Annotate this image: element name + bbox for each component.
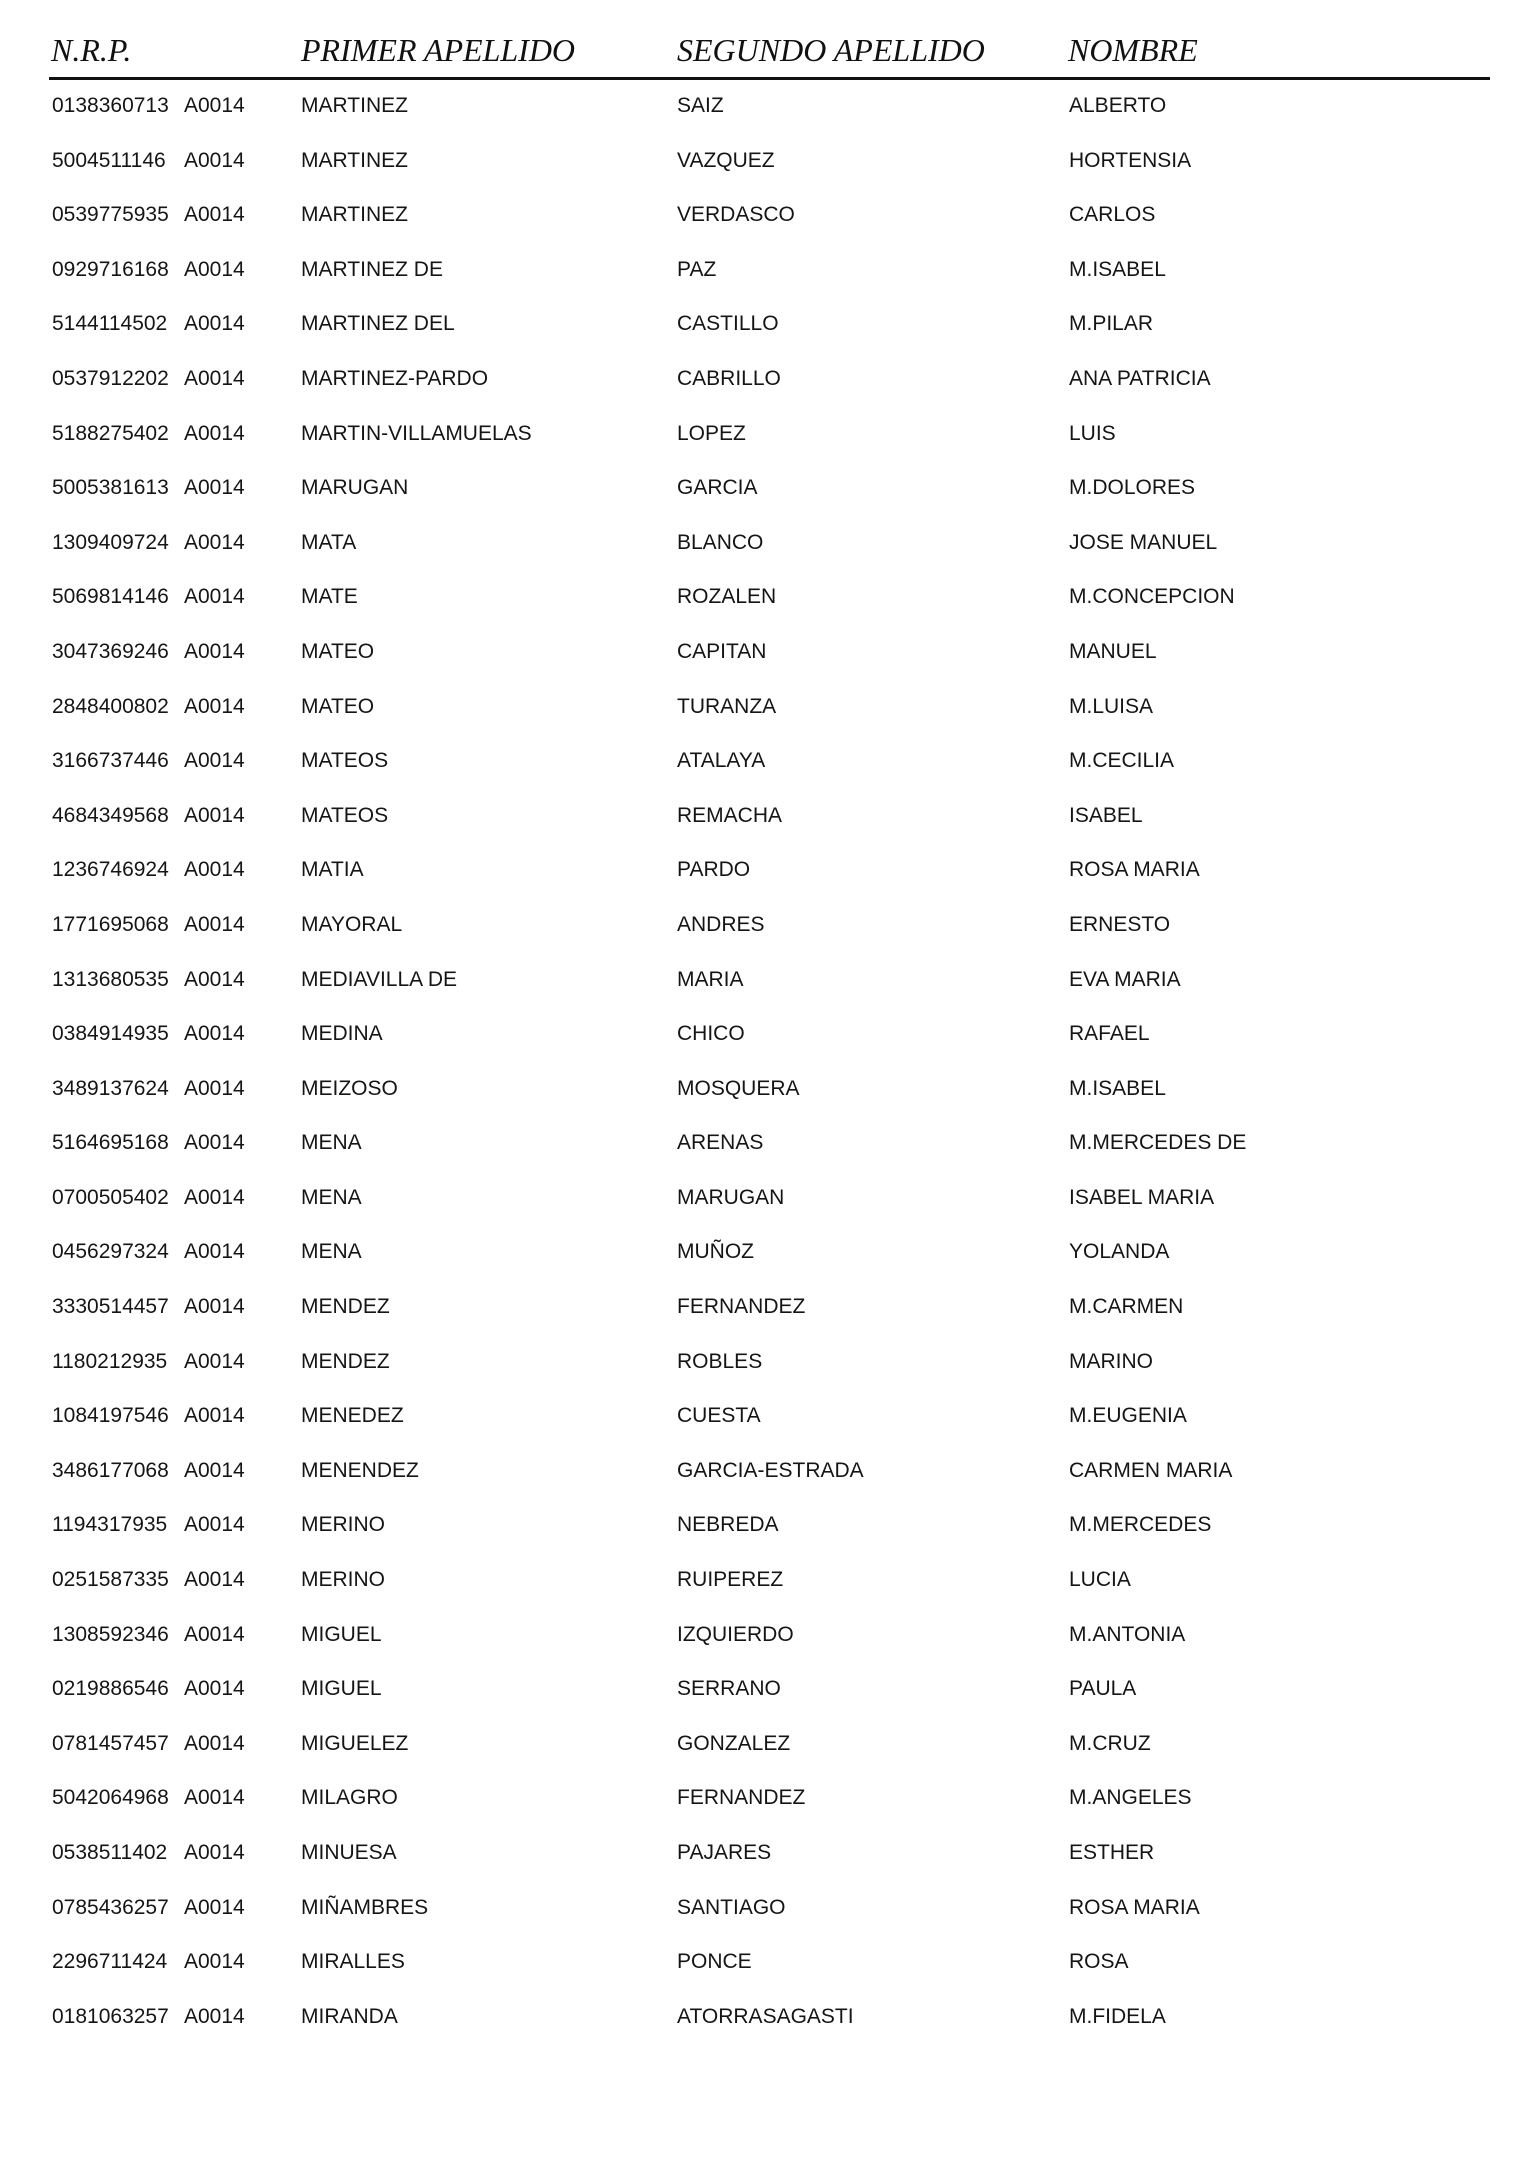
primer-apellido-cell: MIRALLES [301,1950,405,1974]
nrp-cell: 0537912202 [52,366,169,390]
code-cell: A0014 [184,803,245,827]
nrp-cell: 1194317935 [52,1513,168,1537]
segundo-apellido-cell: CASTILLO [677,312,779,336]
nombre-cell: YOLANDA [1069,1240,1170,1264]
segundo-apellido-cell: SAIZ [677,94,724,117]
list-item [0,516,1521,571]
code-cell: A0014 [184,203,245,227]
nrp-cell: 0781457457 [52,1731,169,1755]
column-header-primer-apellido: PRIMER APELLIDO [301,32,576,68]
nombre-cell: ROSA MARIA [1069,1895,1200,1919]
nombre-cell: ROSA [1069,1950,1129,1974]
nombre-cell: ANA PATRICIA [1069,366,1211,390]
primer-apellido-cell: MEDIAVILLA DE [301,967,458,991]
nombre-cell: MANUEL [1069,639,1157,663]
nrp-cell: 0785436257 [52,1895,169,1919]
nrp-cell: 1313680535 [52,967,169,991]
segundo-apellido-cell: REMACHA [677,803,783,827]
segundo-apellido-cell: GARCIA-ESTRADA [677,1458,864,1482]
code-cell: A0014 [184,1458,245,1482]
list-item [0,1935,1521,1990]
primer-apellido-cell: MATE [301,585,358,609]
code-cell: A0014 [184,1185,245,1209]
nrp-cell: 1180212935 [52,1349,168,1373]
primer-apellido-cell: MILAGRO [301,1786,398,1810]
code-cell: A0014 [184,967,245,991]
code-cell: A0014 [184,1841,245,1864]
code-cell: A0014 [184,694,245,718]
code-cell: A0014 [184,366,245,390]
code-cell: A0014 [184,1895,245,1919]
list-item [0,1771,1521,1826]
nrp-cell: 0384914935 [52,1022,169,1046]
nombre-cell: M.FIDELA [1069,2004,1166,2028]
primer-apellido-cell: MERINO [301,1568,385,1592]
list-item [0,1389,1521,1444]
list-item [0,243,1521,298]
nombre-cell: M.LUISA [1069,694,1154,718]
code-cell: A0014 [184,585,245,609]
nrp-cell: 5069814146 [52,585,169,609]
code-cell: A0014 [184,1404,245,1428]
primer-apellido-cell: MIGUEL [301,1622,382,1646]
nombre-cell: PAULA [1069,1677,1137,1701]
primer-apellido-cell: MIGUELEZ [301,1731,409,1755]
nrp-cell: 1236746924 [52,858,169,882]
list-item [0,570,1521,625]
primer-apellido-cell: MENA [301,1185,362,1209]
code-cell: A0014 [184,148,245,172]
list-item [0,1007,1521,1062]
nombre-cell: M.MERCEDES [1069,1513,1212,1537]
code-cell: A0014 [184,912,245,936]
list-item [0,1717,1521,1772]
list-item [0,352,1521,407]
primer-apellido-cell: MENDEZ [301,1295,390,1319]
nombre-cell: M.MERCEDES DE [1069,1131,1247,1155]
segundo-apellido-cell: ROZALEN [677,585,777,609]
nrp-cell: 3330514457 [52,1295,169,1319]
nrp-cell: 1308592346 [52,1622,169,1646]
nombre-cell: ROSA MARIA [1069,858,1200,882]
list-item [0,734,1521,789]
nombre-cell: CARMEN MARIA [1069,1458,1233,1482]
nombre-cell: ERNESTO [1069,912,1171,936]
code-cell: A0014 [184,1950,245,1974]
primer-apellido-cell: MEIZOSO [301,1076,398,1100]
list-item [0,1171,1521,1226]
primer-apellido-cell: MENA [301,1131,362,1155]
nombre-cell: M.CONCEPCION [1069,585,1235,609]
nrp-cell: 3166737446 [52,749,169,773]
column-header-segundo-apellido: SEGUNDO APELLIDO [677,32,985,68]
primer-apellido-cell: MARUGAN [301,476,409,500]
segundo-apellido-cell: GARCIA [677,476,758,500]
list-item [0,1498,1521,1553]
segundo-apellido-cell: MUÑOZ [677,1240,754,1264]
list-item [0,1225,1521,1280]
nombre-cell: M.ANTONIA [1069,1622,1186,1646]
nrp-cell: 1771695068 [52,912,169,936]
segundo-apellido-cell: TURANZA [677,694,777,718]
nombre-cell: M.CARMEN [1069,1295,1184,1319]
list-item [0,843,1521,898]
list-item [0,1280,1521,1335]
segundo-apellido-cell: CABRILLO [677,366,781,390]
list-item [0,134,1521,189]
list-item [0,1553,1521,1608]
nrp-cell: 2848400802 [52,694,169,718]
segundo-apellido-cell: MARIA [677,967,744,991]
code-cell: A0014 [184,1677,245,1701]
primer-apellido-cell: MARTIN-VILLAMUELAS [301,421,532,445]
code-cell: A0014 [184,639,245,663]
nombre-cell: M.EUGENIA [1069,1404,1187,1428]
segundo-apellido-cell: SANTIAGO [677,1895,786,1919]
nrp-cell: 0219886546 [52,1677,169,1701]
nrp-cell: 5164695168 [52,1131,169,1155]
segundo-apellido-cell: NEBREDA [677,1513,779,1537]
nombre-cell: M.ANGELES [1069,1786,1192,1810]
list-item [0,1116,1521,1171]
nrp-cell: 0929716168 [52,257,169,281]
code-cell: A0014 [184,530,245,554]
list-item [0,898,1521,953]
list-item [0,1444,1521,1499]
segundo-apellido-cell: SERRANO [677,1677,781,1701]
primer-apellido-cell: MATA [301,530,357,554]
nombre-cell: M.DOLORES [1069,476,1196,500]
list-item [0,953,1521,1008]
primer-apellido-cell: MARTINEZ [301,203,408,227]
nrp-cell: 0181063257 [52,2004,169,2028]
segundo-apellido-cell: VERDASCO [677,203,795,227]
primer-apellido-cell: MIÑAMBRES [301,1895,429,1919]
segundo-apellido-cell: BLANCO [677,530,764,554]
code-cell: A0014 [184,1349,245,1373]
nombre-cell: ALBERTO [1069,94,1167,117]
primer-apellido-cell: MARTINEZ-PARDO [301,366,489,390]
segundo-apellido-cell: CAPITAN [677,639,767,663]
list-item [0,1662,1521,1717]
code-cell: A0014 [184,421,245,445]
nombre-cell: HORTENSIA [1069,148,1192,172]
nombre-cell: LUCIA [1069,1568,1131,1592]
code-cell: A0014 [184,1240,245,1264]
primer-apellido-cell: MATEO [301,639,375,663]
nrp-cell: 0456297324 [52,1240,169,1264]
nrp-cell: 5005381613 [52,476,169,500]
code-cell: A0014 [184,2004,245,2028]
column-header-nrp: N.R.P. [51,32,132,68]
list-item [0,1881,1521,1936]
list-item [0,407,1521,462]
nombre-cell: LUIS [1069,421,1116,445]
list-item [0,789,1521,844]
code-cell: A0014 [184,1295,245,1319]
record-list [0,79,1521,2044]
code-cell: A0014 [184,1568,245,1592]
list-item [0,1990,1521,2045]
code-cell: A0014 [184,312,245,336]
nrp-cell: 1084197546 [52,1404,169,1428]
code-cell: A0014 [184,749,245,773]
segundo-apellido-cell: ANDRES [677,912,765,936]
primer-apellido-cell: MARTINEZ [301,94,408,117]
primer-apellido-cell: MATIA [301,858,364,882]
segundo-apellido-cell: ROBLES [677,1349,763,1373]
nrp-cell: 5188275402 [52,421,169,445]
segundo-apellido-cell: GONZALEZ [677,1731,791,1755]
segundo-apellido-cell: CUESTA [677,1404,761,1428]
primer-apellido-cell: MARTINEZ DEL [301,312,455,336]
list-item [0,1335,1521,1390]
code-cell: A0014 [184,1622,245,1646]
list-item [0,297,1521,352]
list-item [0,79,1521,134]
list-item [0,1608,1521,1663]
segundo-apellido-cell: FERNANDEZ [677,1786,806,1810]
nrp-cell: 1309409724 [52,530,169,554]
nrp-cell: 2296711424 [52,1950,168,1974]
nombre-cell: M.CECILIA [1069,749,1175,773]
nrp-cell: 0138360713 [52,94,169,117]
segundo-apellido-cell: PARDO [677,858,751,882]
segundo-apellido-cell: PONCE [677,1950,752,1974]
nombre-cell: M.PILAR [1069,312,1154,336]
segundo-apellido-cell: CHICO [677,1022,745,1046]
nombre-cell: MARINO [1069,1349,1153,1373]
nombre-cell: M.CRUZ [1069,1731,1151,1755]
nombre-cell: JOSE MANUEL [1069,530,1218,554]
nrp-cell: 0251587335 [52,1568,169,1592]
primer-apellido-cell: MARTINEZ DE [301,257,443,281]
segundo-apellido-cell: VAZQUEZ [677,148,775,172]
code-cell: A0014 [184,1131,245,1155]
primer-apellido-cell: MIRANDA [301,2004,398,2028]
primer-apellido-cell: MATEO [301,694,375,718]
nrp-cell: 0700505402 [52,1185,169,1209]
list-item [0,680,1521,735]
nombre-cell: ESTHER [1069,1841,1155,1864]
code-cell: A0014 [184,1076,245,1100]
primer-apellido-cell: MEDINA [301,1022,383,1046]
code-cell: A0014 [184,94,245,117]
primer-apellido-cell: MARTINEZ [301,148,408,172]
nrp-cell: 3486177068 [52,1458,169,1482]
segundo-apellido-cell: ARENAS [677,1131,764,1155]
segundo-apellido-cell: ATORRASAGASTI [677,2004,854,2028]
column-header-nombre: NOMBRE [1068,32,1198,68]
nombre-cell: M.ISABEL [1069,257,1166,281]
nombre-cell: ISABEL MARIA [1069,1185,1215,1209]
segundo-apellido-cell: MARUGAN [677,1185,785,1209]
list-item [0,1062,1521,1117]
code-cell: A0014 [184,476,245,500]
code-cell: A0014 [184,257,245,281]
nombre-cell: M.ISABEL [1069,1076,1166,1100]
nrp-cell: 3489137624 [52,1076,169,1100]
primer-apellido-cell: MAYORAL [301,912,403,936]
segundo-apellido-cell: PAZ [677,257,717,281]
segundo-apellido-cell: FERNANDEZ [677,1295,806,1319]
primer-apellido-cell: MENA [301,1240,362,1264]
nrp-cell: 5144114502 [52,312,168,336]
list-item [0,625,1521,680]
primer-apellido-cell: MATEOS [301,803,389,827]
code-cell: A0014 [184,1786,245,1810]
primer-apellido-cell: MATEOS [301,749,389,773]
nombre-cell: RAFAEL [1069,1022,1150,1046]
nrp-cell: 0538511402 [52,1841,168,1864]
nombre-cell: ISABEL [1069,803,1143,827]
list-item [0,461,1521,516]
primer-apellido-cell: MERINO [301,1513,385,1537]
nombre-cell: EVA MARIA [1069,967,1181,991]
segundo-apellido-cell: IZQUIERDO [677,1622,794,1646]
code-cell: A0014 [184,1513,245,1537]
primer-apellido-cell: MINUESA [301,1841,397,1864]
code-cell: A0014 [184,1022,245,1046]
nrp-cell: 0539775935 [52,203,169,227]
code-cell: A0014 [184,1731,245,1755]
segundo-apellido-cell: PAJARES [677,1841,772,1864]
primer-apellido-cell: MENEDEZ [301,1404,404,1428]
segundo-apellido-cell: MOSQUERA [677,1076,800,1100]
nrp-cell: 5004511146 [52,148,166,172]
code-cell: A0014 [184,858,245,882]
primer-apellido-cell: MENDEZ [301,1349,390,1373]
nrp-cell: 4684349568 [52,803,169,827]
primer-apellido-cell: MENENDEZ [301,1458,419,1482]
nrp-cell: 5042064968 [52,1786,169,1810]
list-item [0,188,1521,243]
list-item [0,1826,1521,1881]
nombre-cell: CARLOS [1069,203,1156,227]
segundo-apellido-cell: ATALAYA [677,749,766,773]
nrp-cell: 3047369246 [52,639,169,663]
segundo-apellido-cell: LOPEZ [677,421,746,445]
primer-apellido-cell: MIGUEL [301,1677,382,1701]
segundo-apellido-cell: RUIPEREZ [677,1568,784,1592]
